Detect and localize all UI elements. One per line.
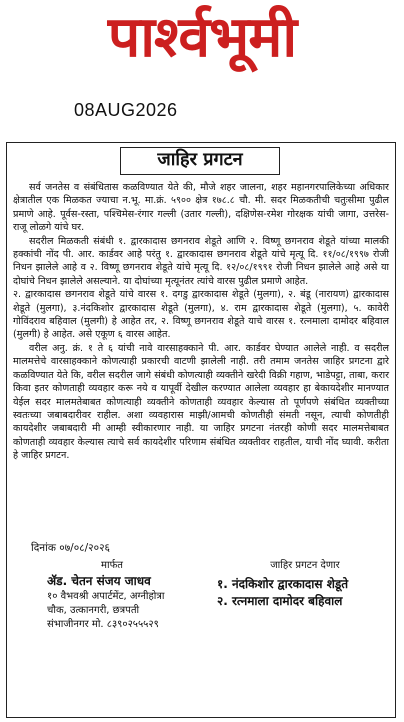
notice-body [13,181,389,463]
notice-giver-name: १. नंदकिशोर द्वारकादास शेडूते [217,577,349,591]
publication-date: 08AUG2026 [74,100,178,120]
notice-paragraph: वरील अनु. क्रं. १ ते ६ यांची नावे वारसाहक्काने पी. आर. कार्डवर घेण्यात आलेले नाही. व सदरील मालमत्तेचे वारसाहक्काने कोणत्याही प्रकारची वाटणी झालेली नाही. तरी तमाम जनतेस जाहिर प्रगटना द्वारे कळविण्यात येते कि, वरील सदरील जागे संबंधी कोणत्याही व्यक्तीने खरेदी विक्री गहाण, भाडेपट्टा, ताबा, करार किवा इतर कोणताही व्यवहार करू नये व यापूर्वी देखील करण्यात आलेला व्यवहार हा बेकायदेशीर मानण्यात येईल सदर मालमतेबाबत कोणत्याही व्यक्तीने कोणताही व्यवहार केल्यास तो पूर्णपणे संबंधित व्यक्तीच्या स्वतःच्या जबाबदारीवर राहील. अशा व्यवहारास माझी/आमची कोणतीही संमती नसून, त्याची कोणतीही कायदेशीर जबाबदारी मी आम्ही स्वीकारणार नाही. या जाहिर प्रगटना नंतरही कोणी सदर मालमत्तेबाबत कोणताही व्यवहार केल्यास त्याचे सर्व कायदेशीर परिणाम संबंधित व्यक्तीवर राहतील, याची नोंद घ्यावी. करीता हे जाहिर प्रगटन. [13,342,389,462]
advocate-name: ॲड. चेतन संजय जाधव [47,574,151,588]
masthead-title: पार्श्वभूमी [107,5,297,70]
notice-heading: जाहिर प्रगटन [120,147,280,175]
notice-giver-block [217,559,393,610]
notice-paragraph: सर्व जनतेस व संबंधितास कळविण्यात येते की, मौजे शहर जालना, शहर महानगरपालिकेच्या अधिकार क्षेत्रातील एक मिळकत ज्याचा न.भू. मा.क्रं. ५९०० क्षेत्र १७८.८ चौ. मी. सदर मिळकतीची चतुःसीमा पुढील प्रमाणे आहे. पूर्वस-रस्ता, पश्चिमेस-रंगार गल्ली (उतार गल्ली), दक्षिणेस-रमेश गोरक्षक यांची जागा, उत्तरेस-राजू लोळगे यांचे घर. [13,182,389,234]
advocate-address-line: संभाजीनगर मो. ८३९०२५५५२९ [47,619,159,630]
advocate-address-line: चौक, उत्कानगरी, छत्रपती [47,605,140,616]
notice-giver-label: जाहिर प्रगटन देणार [270,560,340,571]
notice-paragraph: सदरील मिळकती संबंधी १. द्वारकादास छगनराव शेडूते आणि २. विष्णू छगनराव शेडूते यांच्या मालकी हक्कांची नोंद पी. आर. कार्डवर आहे परंतु १. द्वारकादास छगनराव शेडूते यांचे मृत्यू दि. ११/०८/१९९७ रोजी निधन झालेले आहे व २. विष्णू छगनराव शेडूते यांचे मृत्यू दि. १२/०८/१९९१ रोजी निधन झालेले आहे असे या दोघांचे निधन झालेले असल्याने. या दोघांच्या मृत्यूनंतर त्यांचे वारस पुढील प्रमाणे आहेत. [13,235,389,287]
advocate-address-line: १० वैभवश्री अपार्टमेंट, अग्नीहोत्रा [47,591,165,602]
notice-paragraph: २. द्वारकादास छगनराव शेडूते यांचे वारस १. दगडु द्वारकादास शेडूते (मुलगा), २. बंडू (नारायण) द्वारकादास शेडूते (मुलगा), ३.नंदकिशोर द्वारकादास शेडूते (मुलगा), ४. राम द्वारकादास शेडूते (मुलगा), ५. कावेरी गोविंदराव बहिवाल (मुलगी) हे आहेत तर, २. विष्णू छगनराव शेडूते याचे वारस १. रत्नमाला दामोदर बहिवाल (मुलगी) हे आहेत. असे एकूण ६ वारस आहेत. [13,289,389,341]
notice-giver-name: २. रत्नमाला दामोदर बहिवाल [217,594,343,608]
notice-date: दिनांक ०७/०८/२०२६ [31,542,110,554]
public-notice [6,142,396,718]
by-label: मार्फत [101,560,123,571]
advocate-signature-block [47,559,197,632]
